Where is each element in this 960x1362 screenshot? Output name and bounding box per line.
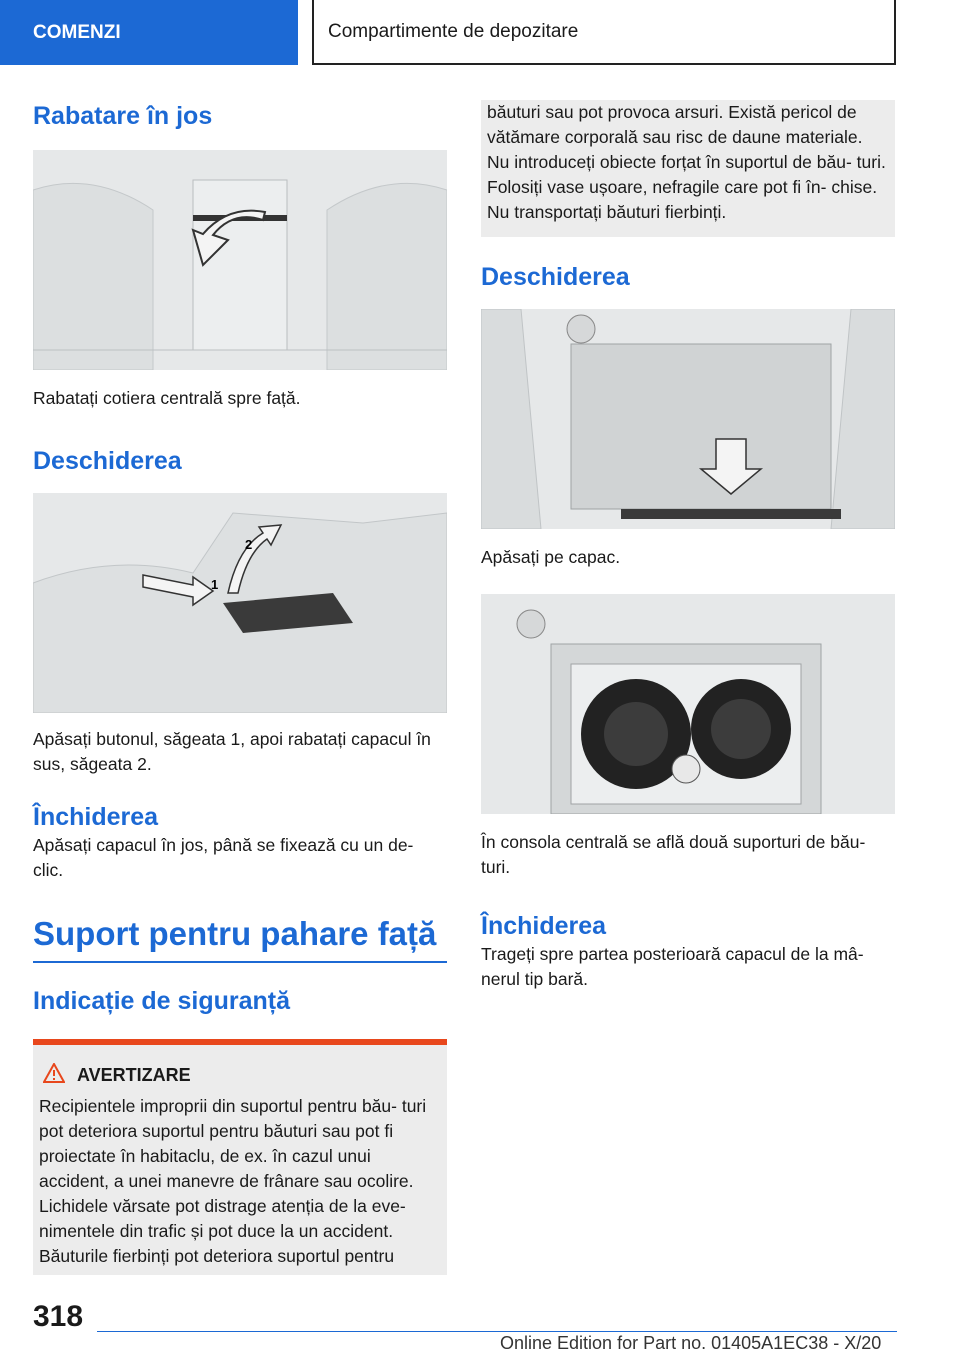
heading-close-armrest: Închiderea [33, 803, 159, 831]
cupholders-image [481, 594, 895, 814]
section-tab [0, 0, 298, 65]
caption-open-armrest: Apăsați butonul, săgeata 1, apoi rabatați capacul în sus, săgeata 2. [33, 729, 431, 774]
cupholder-cover-image [481, 309, 895, 529]
chapter-title: Compartimente de depozitare [328, 20, 579, 42]
caption-fold: Rabatați cotiera centrală spre față. [33, 388, 301, 408]
text-close-cupholder: Trageți spre partea posterioară capacul de la mâ‐ nerul tip bară. [481, 944, 864, 989]
armrest-fold-image [33, 150, 447, 370]
section-title: COMENZI [33, 21, 121, 43]
warning-text: Recipientele improprii din suportul pentru bău‐ turi pot deteriora suportul pentru băuturi sau pot fi proiectate în habitaclu, de ex. în cazul unui accident, a unei manevre de frânare sau ocolire. Lichidele vărsate pot distrage atenția de la eve‐ nimentele din trafic și pot duce la un accident. Băuturile fierbinți pot deteriora suportul pentru [39, 1096, 427, 1266]
armrest-open-image [33, 493, 447, 713]
arrow-label-2: 2 [245, 537, 253, 552]
footer-edition: Online Edition for Part no. 01405A1EC38 - X/20 [500, 1333, 882, 1353]
text-close-armrest: Apăsați capacul în jos, până se fixează cu un de‐ clic. [33, 835, 414, 880]
heading-open-cupholder: Deschiderea [481, 263, 630, 291]
chapter-header [312, 0, 896, 65]
left-column [33, 100, 447, 1275]
heading-close-cupholder: Închiderea [481, 912, 607, 940]
page-number: 318 [33, 1300, 84, 1333]
caption-press-cover: Apăsați pe capac. [481, 547, 621, 567]
warning-title [39, 1063, 441, 1088]
footer-rule [97, 1331, 897, 1332]
heading-open-armrest: Deschiderea [33, 447, 182, 475]
heading-fold-down: Rabatare în jos [33, 102, 213, 130]
heading-cupholder: Suport pentru pahare față [33, 915, 437, 952]
arrow-label-1: 1 [211, 577, 219, 592]
warning-box [33, 1039, 447, 1275]
warning-triangle-icon [43, 1063, 65, 1088]
right-column [481, 100, 895, 992]
warning-continued [481, 100, 895, 237]
warning-continued-text: băuturi sau pot provoca arsuri. Există pericol de vătămare corporală sau risc de daune materiale. Nu introduceți obiecte forțat în suportul de bău‐ turi. Folosiți vase ușoare, nefragile care pot fi în‐ chise. Nu transportați băuturi fierbinți. [487, 102, 886, 222]
heading-safety: Indicație de siguranță [33, 987, 291, 1015]
warning-label: AVERTIZARE [77, 1065, 191, 1085]
caption-cupholders: În consola centrală se află două suporturi de bău‐ turi. [481, 832, 866, 877]
